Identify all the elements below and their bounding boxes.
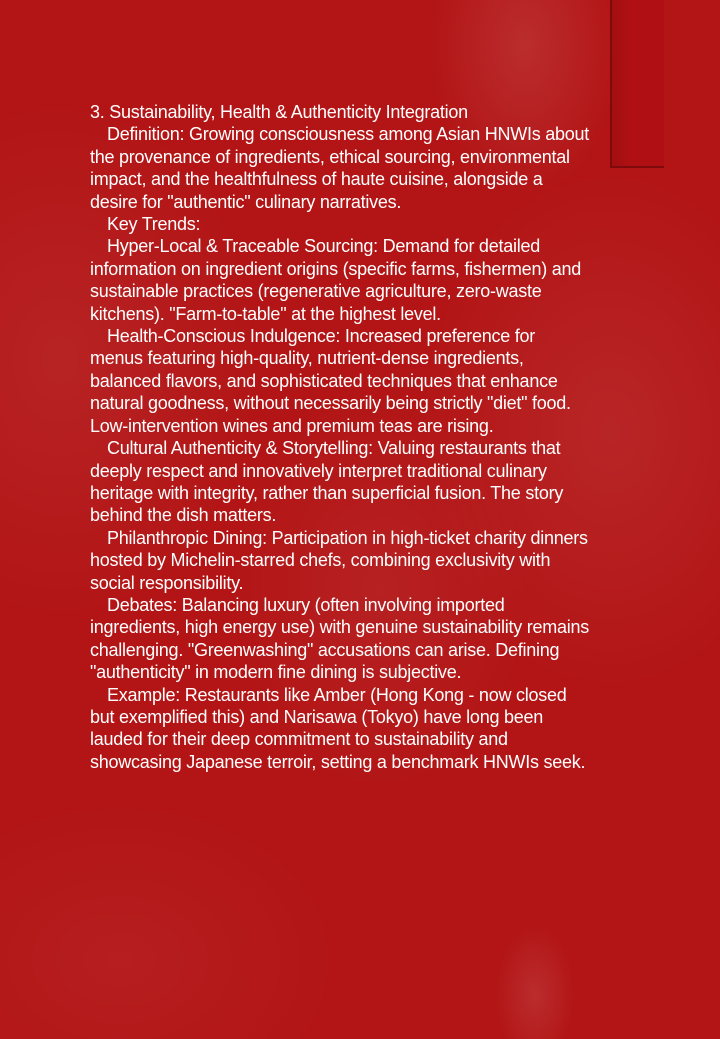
section-body (90, 101, 590, 773)
definition-paragraph: Definition: Growing consciousness among Asian HNWIs about the provenance of ingredients, ethical sourcing, environmental impact, and the healthfulness of haute cuisine, alongside a desire for "authentic" culinary narratives. (90, 124, 589, 212)
decorative-corner-bar-shadow (612, 0, 662, 166)
trend-hyper-local-sourcing: Hyper-Local & Traceable Sourcing: Demand for detailed information on ingredient origins (specific farms, fishermen) and sustainable practices (regenerative agriculture, zero-waste kitchens). "Farm-to-table" at the highest level. (90, 236, 581, 324)
key-trends-label: Key Trends: (107, 214, 201, 235)
trend-health-conscious-indulgence: Health-Conscious Indulgence: Increased preference for menus featuring high-quality, nutrient-dense ingredients, balanced flavors, and sophisticated techniques that enhance natural goodness, without necessarily being strictly "diet" food. Low-intervention wines and premium teas are rising. (90, 326, 571, 436)
debates-paragraph: Debates: Balancing luxury (often involving imported ingredients, high energy use) with genuine sustainability remains challenging. "Greenwashing" accusations can arise. Defining "authenticity" in modern fine dining is subjective. (90, 594, 590, 683)
example-paragraph: Example: Restaurants like Amber (Hong Kong - now closed but exemplified this) and Narisawa (Tokyo) have long been lauded for their deep commitment to sustainability and showcasing Japanese terroir, setting a benchmark HNWIs seek. (90, 684, 586, 772)
section-heading: 3. Sustainability, Health & Authenticity Integration (90, 102, 468, 122)
trend-philanthropic-dining: Philanthropic Dining: Participation in high-ticket charity dinners hosted by Michelin-starred chefs, combining exclusivity with social responsibility. (90, 527, 588, 593)
trend-cultural-authenticity: Cultural Authenticity & Storytelling: Valuing restaurants that deeply respect and innovatively interpret traditional culinary heritage with integrity, rather than superficial fusion. The story behind the dish matters. (90, 438, 564, 526)
